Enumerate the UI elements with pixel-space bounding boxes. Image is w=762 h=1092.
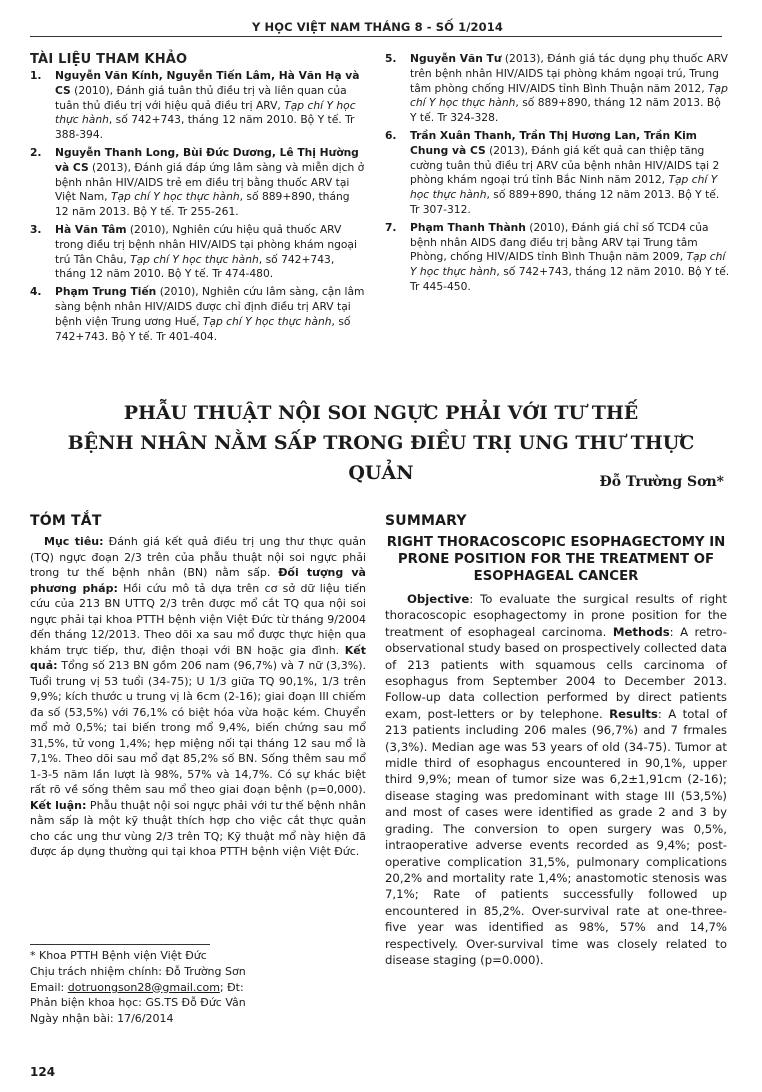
reference-authors: Nguyễn Thanh Long, Bùi Đức Dương, Lê Thị Hường và CS <box>55 145 359 174</box>
email-link[interactable]: dotruongson28@gmail.com <box>67 980 220 994</box>
reference-text: (2013), Đánh giá tác dụng phụ thuốc ARV trên bệnh nhân HIV/AIDS tại phòng khám ngoại trú, Trung tâm phòng chống HIV/AIDS tỉnh Bình Thuận năm 2012, <box>410 52 728 95</box>
reference-number: 5. <box>385 52 397 65</box>
reference-text: (2013), Đánh giá đáp ứng lâm sàng và miễn dịch ở bệnh nhân HIV/AIDS trẻ em điều trị bằng thuốc ARV tại Việt Nam, <box>55 160 365 204</box>
reference-text: (2010), Nghiên cứu hiệu quả thuốc ARV trong điều trị bệnh nhân HIV/AIDS tại phòng khám ngoại trú Tân Châu, <box>55 222 357 266</box>
reference-text: , số 742+743, tháng 12 năm 2010. Bộ Y tế. Tr 445-450. <box>410 265 730 293</box>
summary-english <box>385 513 727 968</box>
reference-authors: Nguyễn Văn Tư <box>410 52 502 65</box>
article-title-line: PHẪU THUẬT NỘI SOI NGỰC PHẢI VỚI TƯ THẾ <box>123 402 639 424</box>
conclusion-text: Phẫu thuật nội soi ngực phải với tư thế bệnh nhân nằm sấp là một kỹ thuật thích hợp cho việc cắt thực quản cho các ung thư vùng 2/3 trên TQ; Kỹ thuật mổ này hiện đã được áp dụng thường qui tại khoa PTTH bệnh viện Việt Đức. <box>30 798 367 858</box>
reference-number: 3. <box>30 222 42 236</box>
reference-number: 6. <box>385 128 397 142</box>
reference-item <box>30 223 366 282</box>
summary-en-body <box>385 591 727 968</box>
objective-label: Objective <box>407 592 470 606</box>
email-label: Email: <box>30 980 68 994</box>
reference-number: 4. <box>30 285 42 299</box>
article-author: Đỗ Trường Sơn* <box>599 474 724 490</box>
reference-item <box>30 285 366 344</box>
objective-label: Mục tiêu: <box>44 535 104 548</box>
reference-number: 7. <box>385 220 397 234</box>
footnote-received: Ngày nhận bài: 17/6/2014 <box>30 1012 174 1026</box>
objective-text: : To evaluate the surgical results of right thoracoscopic esophagectomy in prone position for the treatment of esophageal carcinoma. <box>385 592 727 639</box>
reference-text: (2013), Đánh giá kết quả can thiệp tăng cường tuân thủ điều trị ARV của bệnh nhân HIV/AIDS tại 2 phòng khám ngoại trú tỉnh Bắc Ninh năm 2012, <box>410 143 720 187</box>
reference-number: 1. <box>30 69 42 82</box>
reference-text: , số 742+743, tháng 12 năm 2010. Bộ Y tế. Tr 388-394. <box>55 113 355 142</box>
footnote-contact <box>30 980 366 996</box>
reference-journal: Tạp chí Y học thực hành <box>130 252 259 266</box>
results-text: : A total of 213 patients including 206 males (96,7%) and 7 frmales (3,3%). Median age was 53 years of old (34-75). Tumor at midle third of esophagus encountered in 90,1%, upper third 9,9%; mean of tumor size was 6,2±1,91cm (2-16); disease staging was predominant with stage III (53,5%) and most of cases were identified as grade 2 and 3 by grading. The conversion to open surgery was 0,5%, intraoperative adverse events recorded as 9,4%; post-operative complication 31,5%, pulmonary complications 20,2% and mortality rate 1,4%; anastomotic stenosis was 7,1%; Rate of patients successfully followed up encountered in 85,2%. Over-survival rate at one-three-five year was identified as 98%, 57% and 14,7% respectively. Over-survival time was closely related to disease staging (p=0.000). <box>385 706 727 967</box>
methods-text: Hồi cứu mô tả dựa trên cơ sở dữ liệu tiến cứu của 213 BN UTTQ 2/3 trên được mổ cắt TQ qua nội soi ngực phải tại khoa PTTH bệnh viện Việt Đức từ tháng 9/2004 đến tháng 12/2013. Theo dõi xa sau mổ được thực hiện qua khám trực tiếp, thư, điện thoại với BN hoặc gia đình. <box>30 581 366 657</box>
article-title-line: BỆNH NHÂN NẰM SẤP TRONG ĐIỀU TRỊ UNG THƯ THỰC QUẢN <box>67 432 695 484</box>
reference-text: (2010), Đánh giá tuân thủ điều trị và liên quan của tuân thủ điều trị với hiệu quả điều trị ARV, <box>55 83 347 112</box>
reference-journal: Tạp chí Y học thực hành <box>410 173 718 202</box>
reference-item <box>30 69 366 143</box>
summary-en-title: RIGHT THORACOSCOPIC ESOPHAGECTOMY IN PRONE POSITION FOR THE TREATMENT OF ESOPHAGEAL CANCER <box>386 535 726 584</box>
reference-text: , số 889+890, tháng 12 năm 2013. Bộ Y tế. Tr 307-312. <box>410 188 720 216</box>
footnotes <box>30 948 366 1027</box>
references-title: TÀI LIỆU THAM KHẢO <box>30 52 188 67</box>
footnote-responsible: Chịu trách nhiệm chính: Đỗ Trường Sơn <box>30 964 246 978</box>
reference-journal: Tạp chí Y học thực hành <box>410 250 726 279</box>
reference-authors: Phạm Trung Tiến <box>55 285 157 299</box>
reference-list <box>30 69 366 344</box>
summary-vi-body <box>30 534 366 860</box>
reference-item <box>30 146 366 220</box>
methods-label: Đối tượng và phương pháp: <box>30 566 366 595</box>
reference-journal: Tạp chí Y học thực hành <box>410 81 728 110</box>
methods-label: Methods <box>612 624 670 639</box>
reference-authors: Nguyễn Văn Kính, Nguyễn Tiến Lâm, Hà Văn Hạ và CS <box>55 69 360 97</box>
reference-text: , số 889+890, tháng 12 năm 2013. Bộ Y tế. Tr 255-261. <box>55 190 350 219</box>
reference-journal: Tạp chí Y học thực hành <box>110 190 240 204</box>
conclusion-label: Kết luận: <box>30 798 87 812</box>
reference-item <box>385 221 730 295</box>
reference-list <box>385 52 730 295</box>
footnote-affiliation: * Khoa PTTH Bệnh viện Việt Đức <box>30 949 207 962</box>
running-header: Y HỌC VIỆT NAM THÁNG 8 - SỐ 1/2014 <box>252 20 503 34</box>
reference-text: , số 742+743. Bộ Y tế. Tr 401-404. <box>55 314 351 343</box>
references-right-column <box>385 40 730 298</box>
methods-text: : A retro-observational study based on prospectively collected data of 213 patients with squamous cells carcinoma of esophagus from September 2004 to December 2013. Follow-up data collection performed by direct patients exam, post-letters or by telephone. <box>385 624 727 721</box>
reference-text: , số 889+890, tháng 12 năm 2013. Bộ Y tế. Tr 324-328. <box>410 96 721 125</box>
reference-text: (2010), Đánh giá chỉ số TCD4 của bệnh nhân AIDS đang điều trị bằng ARV tại Trung tâm Phòng, chống HIV/AIDS tỉnh Bình Thuận năm 2009, <box>410 220 709 264</box>
reference-text: (2010), Nghiên cứu lâm sàng, cận lâm sàng bệnh nhân HIV/AIDS được chỉ định điều trị ARV tại bệnh viện Trung ương Huế, <box>55 285 365 328</box>
reference-authors: Hà Văn Tâm <box>55 222 127 236</box>
phone-label: ; Đt: <box>219 980 244 994</box>
reference-authors: Trần Xuân Thanh, Trần Thị Hương Lan, Trần Kim Chung và CS <box>410 128 697 157</box>
page-number: 124 <box>30 1065 56 1079</box>
references-left-column <box>30 52 366 347</box>
reference-number: 2. <box>30 145 42 159</box>
footnote-reviewer: Phản biện khoa học: GS.TS Đỗ Đức Vân <box>30 996 246 1010</box>
reference-journal: Tạp chí Y học thực hành <box>202 314 332 328</box>
results-label: Kết quả: <box>30 643 366 672</box>
summary-vietnamese <box>30 513 366 860</box>
reference-item <box>385 129 730 218</box>
reference-text: , số 742+743, tháng 12 năm 2010. Bộ Y tế. Tr 474-480. <box>55 252 335 281</box>
results-label: Results <box>609 706 658 721</box>
footnote-rule <box>30 944 210 945</box>
reference-journal: Tạp chí Y học thực hành <box>55 98 356 127</box>
header-rule <box>30 36 722 37</box>
reference-item <box>385 52 730 126</box>
objective-text: Đánh giá kết quả điều trị ung thư thực quản (TQ) ngực đoạn 2/3 trên của phẫu thuật nội soi ngực phải trong tư thế bệnh nhân (BN) nằm sấp. <box>30 535 366 579</box>
summary-en-heading: SUMMARY <box>385 513 467 529</box>
summary-vi-heading: TÓM TẮT <box>30 513 102 529</box>
reference-authors: Phạm Thanh Thành <box>410 220 526 234</box>
results-text: Tổng số 213 BN gồm 206 nam (96,7%) và 7 nữ (3,3%). Tuổi trung vị 53 tuổi (34-75); U 1/3 giữa TQ 90,1%, 1/3 trên 9,9%; kích thước u trung vị là 6cm (2-16); giai đoạn III chiếm đa số (53,5%) với 76,1% có biệt hóa vừa hoặc kém. Chuyển mổ mở 0,5%; tai biến trong mổ 9,4%, biến chứng sau mổ 31,5%, tử vong 1,4%; hẹp miệng nối tại tháng 12 sau mổ là 7,1%. Theo dõi sau mổ đạt 85,2% số BN. Sống thêm sau mổ 1-3-5 năm lần lượt là 98%, 57% và 14,7%. Có sự khác biệt rất rõ về sống thêm sau mổ theo giai đoạn bệnh (p=0,000). <box>30 659 366 796</box>
